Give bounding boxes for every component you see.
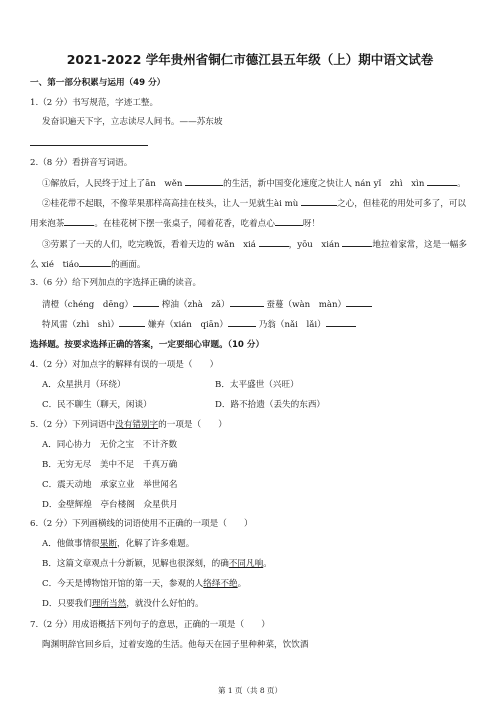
q1-stem: 1.（2 分）书写规范，字迹工整。 — [30, 98, 159, 108]
q6-c-text-end: 。 — [237, 579, 247, 589]
answer-blank[interactable] — [79, 257, 111, 267]
answer-blank[interactable] — [326, 317, 356, 327]
q6-option-d[interactable] — [42, 598, 204, 610]
q2-l1b: 的生活，新中国变化速度之快让人 nán yǐ zhì xìn — [223, 179, 425, 189]
q2-l1c: 。 — [457, 179, 466, 189]
answer-blank[interactable] — [427, 176, 457, 186]
q2-l2a: ②桂花带不起眼，不像苹果那样高高挂在枝头，让人一见就生ài mù — [42, 199, 299, 209]
q7-text: 陶渊明辞官回乡后，过着安逸的生活。他每天在园子里种种菜，饮饮酒 — [42, 640, 309, 650]
q2-line-4 — [42, 237, 467, 251]
q6-c-underlined: 络绎不绝 — [203, 579, 238, 589]
answer-blank[interactable] — [275, 216, 303, 226]
q2-l5a: 么 xié tiáo — [30, 260, 80, 270]
q2-line-2 — [42, 196, 466, 210]
answer-blank[interactable] — [64, 216, 94, 226]
q5-option-a[interactable]: A．同心协力 无价之宝 不计齐数 — [42, 440, 178, 450]
answer-blank[interactable] — [259, 237, 289, 247]
q4-option-d[interactable]: D．路不拾遗（丢失的东西） — [215, 400, 326, 410]
q4-stem: 4.（2 分）对加点字的解释有误的一项是（ ） — [30, 360, 219, 370]
q6-stem: 6.（2 分）下列画横线的词语使用不正确的一项是（ ） — [30, 519, 253, 529]
q2-l4c: 地拉着家常，这是一幅多 — [372, 240, 467, 250]
q5-option-d[interactable]: D．金壁辉煌 亭台楼阁 众星供月 — [42, 500, 178, 510]
q5-stem-b: 的一项是（ ） — [158, 420, 227, 430]
q2-line-1 — [42, 176, 466, 190]
answer-blank[interactable] — [230, 297, 264, 307]
q5-stem — [30, 419, 227, 431]
answer-blank[interactable] — [133, 297, 159, 307]
answer-blank[interactable] — [185, 176, 223, 186]
q5-option-c[interactable]: C．震天动地 承家立业 举世闻名 — [42, 480, 178, 490]
answer-blank[interactable] — [346, 297, 372, 307]
q3-row-2 — [42, 317, 356, 331]
q3-item: 乃翁（nǎi lǎi） — [258, 320, 326, 330]
q6-option-c[interactable] — [42, 578, 246, 590]
q6-option-b[interactable] — [42, 558, 272, 570]
q2-l3b: 。在桂花树下摆一张桌子，闻着花香，吃着点心 — [94, 219, 275, 229]
q4-option-a[interactable]: A．众星拱月（环绕） — [42, 380, 126, 390]
answer-blank[interactable] — [301, 196, 337, 206]
q7-stem: 7.（2 分）用成语概括下列句子的意思，正确的一项是（ ） — [30, 620, 270, 630]
q2-l4a: ③劳累了一天的人们，吃完晚饭，看着天边的 wǎn xiá — [42, 240, 256, 250]
exam-title: 2021-2022 学年贵州省铜仁市德江县五年级（上）期中语文试卷 — [66, 52, 434, 67]
q6-b-underlined: 不同凡响 — [228, 559, 264, 569]
q3-stem: 3.（6 分）给下列加点的字选择正确的读音。 — [30, 278, 202, 288]
q3-item: 清橙（chéng dēng） — [42, 300, 134, 310]
q6-a-underlined: 果断 — [99, 539, 117, 549]
q3-item: 蚕蔓（wàn màn） — [266, 300, 347, 310]
answer-blank[interactable] — [119, 317, 145, 327]
section-1-heading: 一、第一部分积累与运用（49 分） — [30, 78, 166, 88]
q5-stem-underlined: 没有错别字 — [115, 420, 159, 430]
answer-blank[interactable] — [228, 317, 256, 327]
q6-d-text-end: ，就没什么好怕的。 — [126, 599, 204, 609]
q2-l3a: 用来泡茶 — [30, 219, 65, 229]
q6-option-a[interactable] — [42, 538, 194, 550]
q2-l5b: 的画面。 — [111, 260, 146, 270]
answer-blank[interactable] — [342, 237, 372, 247]
q2-l4b: ，yōu xián — [288, 240, 340, 250]
q1-text: 发奋识遍天下字，立志读尽人间书。——苏东坡 — [42, 117, 223, 127]
q3-item: 特风雷（zhì shì） — [42, 320, 120, 330]
q2-l1a: ①解放后，人民终于过上了ān wěn — [42, 179, 183, 189]
q6-b-text-end: 。 — [263, 559, 272, 569]
q6-a-text: A．他做事情很 — [42, 539, 100, 549]
q2-line-3 — [30, 216, 320, 230]
q3-row-1 — [42, 297, 372, 311]
q3-item: 嫌弃（xián qiān） — [147, 320, 228, 330]
q6-a-text-end: ，化解了许多难题。 — [116, 539, 195, 549]
q2-stem: 2.（8 分）看拼音写词语。 — [30, 158, 133, 168]
q4-option-c[interactable]: C．民不聊生（聊天，闲谈） — [42, 400, 152, 410]
q1-writing-line — [30, 136, 148, 150]
section-2-heading: 选择题。按要求选择正确的答案，一定要细心审题。（10 分） — [30, 340, 265, 350]
q6-d-underlined: 理所当然 — [91, 599, 127, 609]
q4-option-b[interactable]: B．太平盛世（兴旺） — [215, 380, 299, 390]
q3-item: 榨油（zhà zǎ） — [161, 300, 230, 310]
q2-l2b: 之心，但桂花的用处可多了，可以 — [337, 199, 466, 209]
q6-d-text: D．只要我们 — [42, 599, 92, 609]
q2-line-5 — [30, 257, 146, 271]
page-footer: 第 1 页（共 8 页） — [217, 686, 283, 695]
q6-b-text: B．这篇文章观点十分新颖，见解也很深刻，的确 — [42, 559, 229, 569]
q6-c-text: C．今天是博物馆开馆的第一天，参观的人 — [42, 579, 204, 589]
q5-stem-a: 5.（2 分）下列词语中 — [30, 420, 116, 430]
q5-option-b[interactable]: B．无穷无尽 美中不足 千真万确 — [42, 460, 178, 470]
q2-l3c: 呀！ — [302, 219, 321, 229]
